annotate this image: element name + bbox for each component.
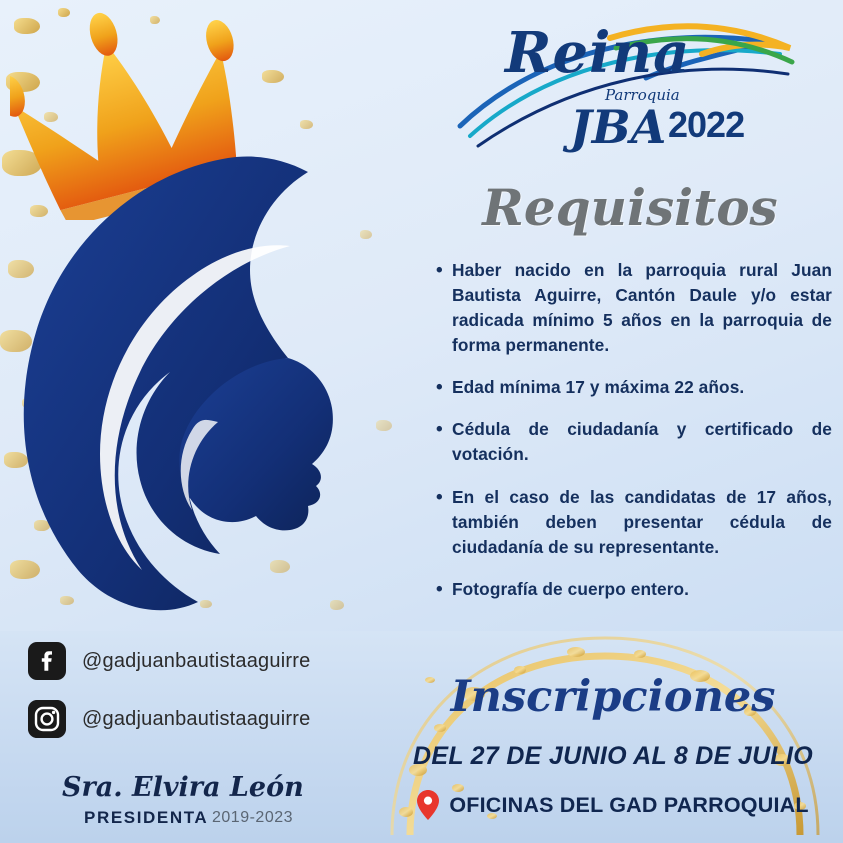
logo-year-text: 2022 (668, 104, 745, 145)
map-pin-icon (417, 790, 439, 820)
list-item: • En el caso de las candidatas de 17 años, también deben presentar cédula de ciudadanía de su representante. (432, 485, 832, 560)
list-item: • Cédula de ciudadanía y certificado de votación. (432, 417, 832, 467)
logo-jba-text: JBA (570, 100, 667, 154)
inscripciones-heading: Inscripciones (450, 672, 776, 722)
facebook-icon[interactable] (28, 642, 66, 680)
woman-silhouette-graphic (0, 150, 402, 620)
instagram-handle: @gadjuanbautistaaguirre (82, 707, 311, 730)
logo-reina-text: Reina (505, 20, 691, 86)
logo-parroquia-text: Parroquia (605, 86, 680, 104)
requisitos-list (432, 258, 832, 602)
requisitos-heading: Requisitos (482, 178, 778, 237)
president-name: Sra. Elvira León (62, 772, 304, 803)
list-item: • Edad mínima 17 y máxima 22 años. (432, 375, 832, 400)
instagram-icon[interactable] (28, 700, 66, 738)
list-item: • Fotografía de cuerpo entero. (432, 577, 832, 602)
facebook-row[interactable] (28, 642, 310, 680)
event-logo (430, 8, 830, 168)
president-role: PRESIDENTA (84, 808, 209, 827)
inscripciones-location-row (398, 790, 828, 820)
inscripciones-dates: DEL 27 DE JUNIO AL 8 DE JULIO (412, 742, 813, 770)
inscripciones-place: OFICINAS DEL GAD PARROQUIAL (449, 792, 809, 817)
facebook-handle: @gadjuanbautistaaguirre (82, 649, 311, 672)
president-term-years: 2019-2023 (212, 809, 294, 826)
instagram-row[interactable] (28, 700, 310, 738)
list-item: • Haber nacido en la parroquia rural Juan Bautista Aguirre, Cantón Daule y/o estar radicada mínimo 5 años en la parroquia de forma permanente. (432, 258, 832, 358)
